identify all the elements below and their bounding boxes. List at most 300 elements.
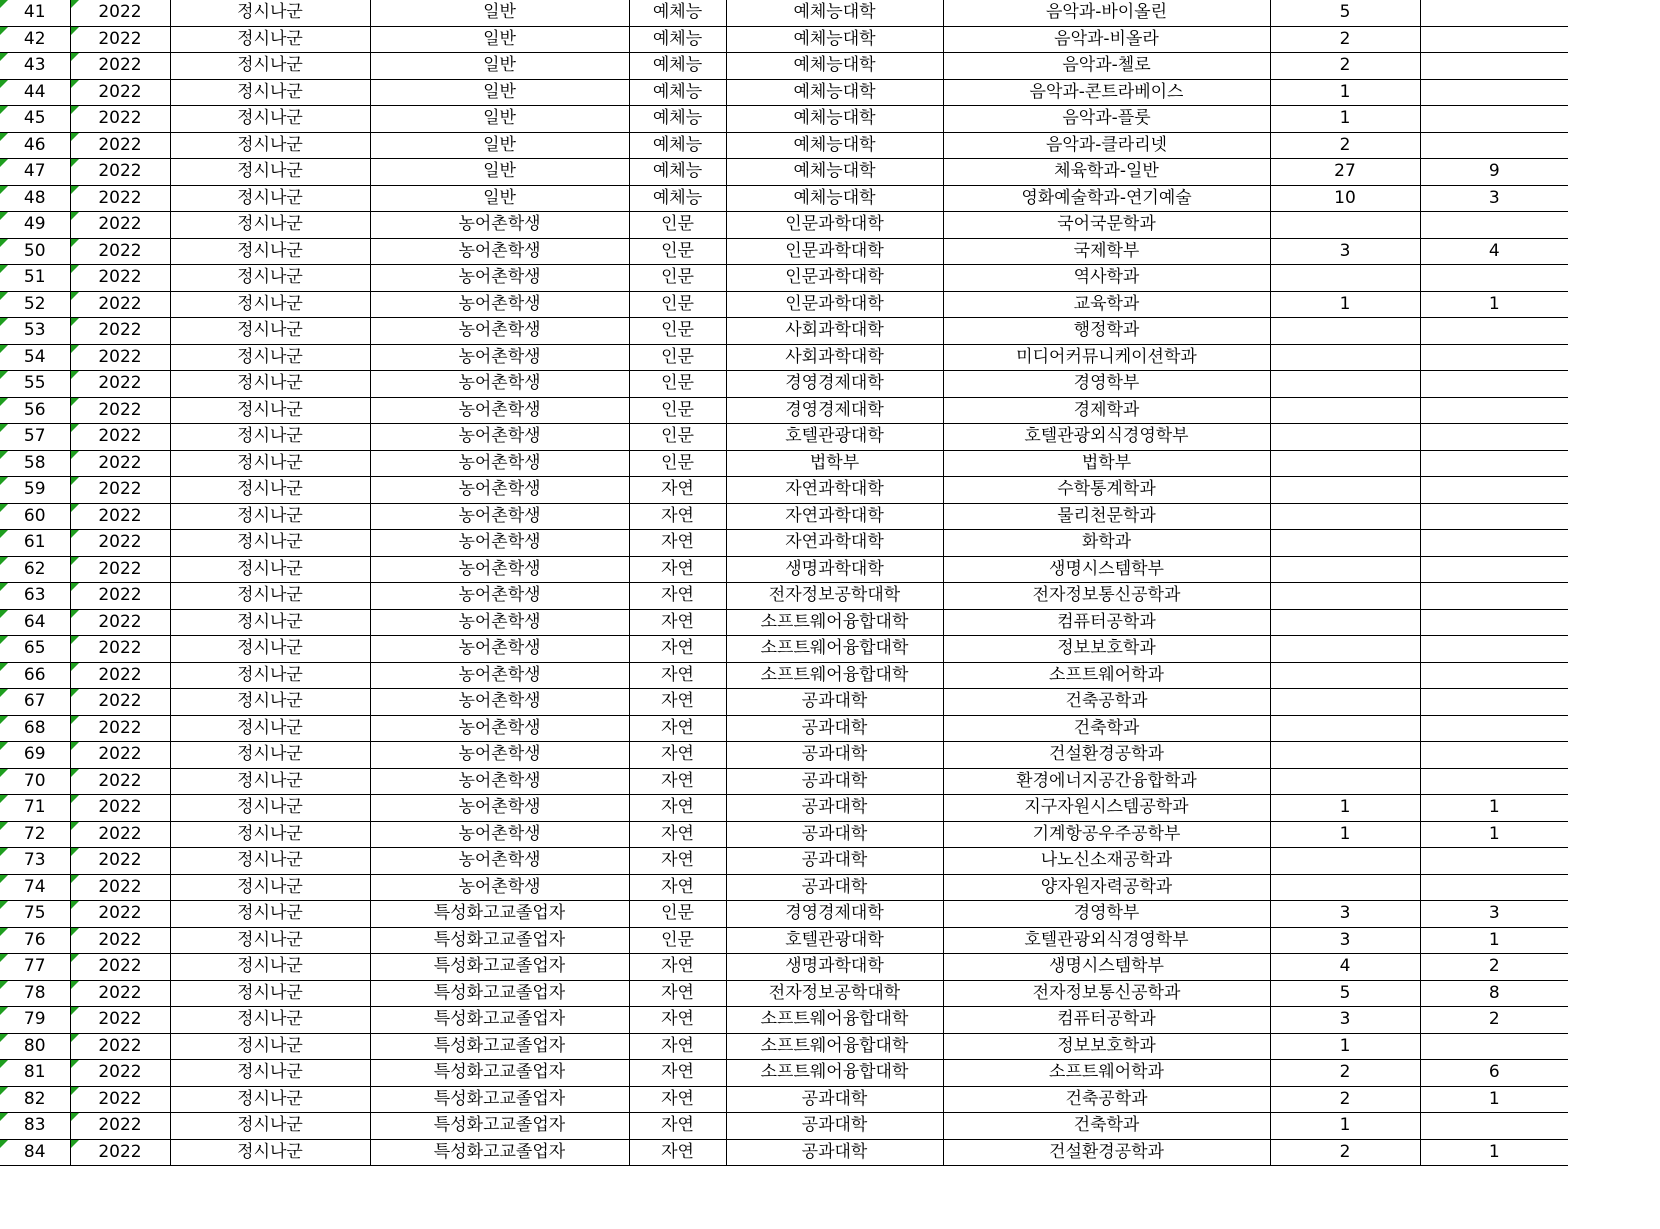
cell-value2[interactable] <box>1420 874 1568 901</box>
cell-department[interactable]: 경영학부 <box>943 901 1270 928</box>
cell-value1[interactable]: 1 <box>1270 821 1420 848</box>
cell-value2[interactable]: 4 <box>1420 238 1568 265</box>
cell-track[interactable]: 자연 <box>629 821 726 848</box>
cell-year[interactable]: 2022 <box>70 318 170 345</box>
cell-type[interactable]: 특성화고교졸업자 <box>370 927 629 954</box>
cell-group[interactable]: 정시나군 <box>170 159 370 186</box>
cell-college[interactable]: 예체능대학 <box>726 53 943 80</box>
cell-college[interactable]: 자연과학대학 <box>726 503 943 530</box>
cell-department[interactable]: 건설환경공학과 <box>943 742 1270 769</box>
cell-department[interactable]: 환경에너지공간융합학과 <box>943 768 1270 795</box>
cell-group[interactable]: 정시나군 <box>170 344 370 371</box>
cell-track[interactable]: 인문 <box>629 265 726 292</box>
cell-no[interactable]: 84 <box>0 1139 70 1166</box>
cell-track[interactable]: 자연 <box>629 1113 726 1140</box>
cell-track[interactable]: 자연 <box>629 1007 726 1034</box>
cell-year[interactable]: 2022 <box>70 238 170 265</box>
cell-type[interactable]: 특성화고교졸업자 <box>370 954 629 981</box>
cell-type[interactable]: 농어촌학생 <box>370 265 629 292</box>
cell-group[interactable]: 정시나군 <box>170 79 370 106</box>
cell-track[interactable]: 인문 <box>629 397 726 424</box>
cell-no[interactable]: 79 <box>0 1007 70 1034</box>
cell-no[interactable]: 44 <box>0 79 70 106</box>
cell-department[interactable]: 교육학과 <box>943 291 1270 318</box>
cell-year[interactable]: 2022 <box>70 927 170 954</box>
cell-value2[interactable]: 1 <box>1420 795 1568 822</box>
cell-college[interactable]: 공과대학 <box>726 1086 943 1113</box>
cell-department[interactable]: 건설환경공학과 <box>943 1139 1270 1166</box>
cell-college[interactable]: 공과대학 <box>726 742 943 769</box>
cell-track[interactable]: 자연 <box>629 1033 726 1060</box>
cell-value2[interactable]: 1 <box>1420 927 1568 954</box>
cell-type[interactable]: 농어촌학생 <box>370 424 629 451</box>
cell-college[interactable]: 호텔관광대학 <box>726 424 943 451</box>
cell-department[interactable]: 소프트웨어학과 <box>943 662 1270 689</box>
cell-year[interactable]: 2022 <box>70 980 170 1007</box>
cell-value1[interactable]: 5 <box>1270 980 1420 1007</box>
cell-group[interactable]: 정시나군 <box>170 371 370 398</box>
cell-value1[interactable]: 3 <box>1270 1007 1420 1034</box>
cell-department[interactable]: 행정학과 <box>943 318 1270 345</box>
cell-no[interactable]: 56 <box>0 397 70 424</box>
cell-group[interactable]: 정시나군 <box>170 26 370 53</box>
cell-track[interactable]: 예체능 <box>629 159 726 186</box>
cell-group[interactable]: 정시나군 <box>170 927 370 954</box>
cell-year[interactable]: 2022 <box>70 53 170 80</box>
cell-type[interactable]: 농어촌학생 <box>370 636 629 663</box>
cell-value1[interactable]: 1 <box>1270 795 1420 822</box>
cell-year[interactable]: 2022 <box>70 848 170 875</box>
cell-value2[interactable]: 1 <box>1420 1086 1568 1113</box>
cell-no[interactable]: 80 <box>0 1033 70 1060</box>
cell-department[interactable]: 음악과-클라리넷 <box>943 132 1270 159</box>
cell-college[interactable]: 사회과학대학 <box>726 344 943 371</box>
cell-year[interactable]: 2022 <box>70 265 170 292</box>
cell-track[interactable]: 자연 <box>629 848 726 875</box>
cell-year[interactable]: 2022 <box>70 530 170 557</box>
cell-track[interactable]: 인문 <box>629 901 726 928</box>
cell-no[interactable]: 49 <box>0 212 70 239</box>
cell-year[interactable]: 2022 <box>70 874 170 901</box>
cell-type[interactable]: 농어촌학생 <box>370 848 629 875</box>
cell-value1[interactable] <box>1270 715 1420 742</box>
cell-no[interactable]: 45 <box>0 106 70 133</box>
cell-value2[interactable]: 2 <box>1420 1007 1568 1034</box>
cell-no[interactable]: 59 <box>0 477 70 504</box>
cell-no[interactable]: 76 <box>0 927 70 954</box>
cell-department[interactable]: 음악과-바이올린 <box>943 0 1270 26</box>
cell-value1[interactable] <box>1270 344 1420 371</box>
cell-college[interactable]: 공과대학 <box>726 874 943 901</box>
cell-year[interactable]: 2022 <box>70 503 170 530</box>
cell-college[interactable]: 소프트웨어융합대학 <box>726 1033 943 1060</box>
cell-year[interactable]: 2022 <box>70 795 170 822</box>
cell-no[interactable]: 57 <box>0 424 70 451</box>
cell-type[interactable]: 일반 <box>370 26 629 53</box>
cell-year[interactable]: 2022 <box>70 1033 170 1060</box>
cell-group[interactable]: 정시나군 <box>170 238 370 265</box>
cell-value1[interactable] <box>1270 477 1420 504</box>
cell-year[interactable]: 2022 <box>70 636 170 663</box>
cell-value1[interactable]: 3 <box>1270 901 1420 928</box>
cell-group[interactable]: 정시나군 <box>170 1007 370 1034</box>
cell-group[interactable]: 정시나군 <box>170 1060 370 1087</box>
cell-year[interactable]: 2022 <box>70 397 170 424</box>
cell-year[interactable]: 2022 <box>70 662 170 689</box>
cell-value1[interactable] <box>1270 371 1420 398</box>
cell-value2[interactable] <box>1420 26 1568 53</box>
cell-no[interactable]: 75 <box>0 901 70 928</box>
cell-track[interactable]: 예체능 <box>629 185 726 212</box>
cell-value1[interactable] <box>1270 503 1420 530</box>
cell-department[interactable]: 음악과-플룻 <box>943 106 1270 133</box>
cell-type[interactable]: 농어촌학생 <box>370 344 629 371</box>
cell-type[interactable]: 특성화고교졸업자 <box>370 1007 629 1034</box>
cell-department[interactable]: 정보보호학과 <box>943 1033 1270 1060</box>
cell-department[interactable]: 체육학과-일반 <box>943 159 1270 186</box>
cell-year[interactable]: 2022 <box>70 132 170 159</box>
cell-type[interactable]: 농어촌학생 <box>370 821 629 848</box>
cell-track[interactable]: 예체능 <box>629 0 726 26</box>
cell-group[interactable]: 정시나군 <box>170 901 370 928</box>
cell-year[interactable]: 2022 <box>70 79 170 106</box>
cell-college[interactable]: 자연과학대학 <box>726 530 943 557</box>
cell-no[interactable]: 43 <box>0 53 70 80</box>
cell-value1[interactable] <box>1270 636 1420 663</box>
cell-college[interactable]: 사회과학대학 <box>726 318 943 345</box>
cell-group[interactable]: 정시나군 <box>170 503 370 530</box>
cell-value1[interactable]: 1 <box>1270 106 1420 133</box>
cell-department[interactable]: 양자원자력공학과 <box>943 874 1270 901</box>
cell-track[interactable]: 인문 <box>629 212 726 239</box>
cell-track[interactable]: 자연 <box>629 980 726 1007</box>
cell-group[interactable]: 정시나군 <box>170 106 370 133</box>
cell-value2[interactable] <box>1420 53 1568 80</box>
cell-track[interactable]: 인문 <box>629 371 726 398</box>
cell-year[interactable]: 2022 <box>70 212 170 239</box>
cell-type[interactable]: 농어촌학생 <box>370 371 629 398</box>
cell-college[interactable]: 소프트웨어융합대학 <box>726 1007 943 1034</box>
cell-type[interactable]: 특성화고교졸업자 <box>370 1113 629 1140</box>
cell-type[interactable]: 농어촌학생 <box>370 583 629 610</box>
cell-type[interactable]: 농어촌학생 <box>370 609 629 636</box>
cell-value1[interactable]: 1 <box>1270 1033 1420 1060</box>
cell-value2[interactable] <box>1420 689 1568 716</box>
cell-year[interactable]: 2022 <box>70 1007 170 1034</box>
cell-college[interactable]: 예체능대학 <box>726 26 943 53</box>
cell-value1[interactable]: 27 <box>1270 159 1420 186</box>
cell-no[interactable]: 78 <box>0 980 70 1007</box>
cell-value2[interactable] <box>1420 636 1568 663</box>
cell-year[interactable]: 2022 <box>70 1060 170 1087</box>
cell-value1[interactable]: 2 <box>1270 53 1420 80</box>
cell-group[interactable]: 정시나군 <box>170 848 370 875</box>
cell-value2[interactable] <box>1420 1033 1568 1060</box>
cell-value1[interactable]: 1 <box>1270 291 1420 318</box>
cell-track[interactable]: 예체능 <box>629 53 726 80</box>
cell-department[interactable]: 전자정보통신공학과 <box>943 980 1270 1007</box>
cell-no[interactable]: 52 <box>0 291 70 318</box>
cell-value1[interactable] <box>1270 742 1420 769</box>
cell-track[interactable]: 인문 <box>629 291 726 318</box>
cell-department[interactable]: 컴퓨터공학과 <box>943 1007 1270 1034</box>
cell-group[interactable]: 정시나군 <box>170 53 370 80</box>
cell-college[interactable]: 호텔관광대학 <box>726 927 943 954</box>
cell-group[interactable]: 정시나군 <box>170 132 370 159</box>
cell-value1[interactable] <box>1270 265 1420 292</box>
cell-college[interactable]: 자연과학대학 <box>726 477 943 504</box>
cell-year[interactable]: 2022 <box>70 821 170 848</box>
cell-no[interactable]: 68 <box>0 715 70 742</box>
cell-college[interactable]: 예체능대학 <box>726 132 943 159</box>
cell-value2[interactable]: 1 <box>1420 291 1568 318</box>
cell-value2[interactable] <box>1420 503 1568 530</box>
cell-group[interactable]: 정시나군 <box>170 821 370 848</box>
cell-no[interactable]: 53 <box>0 318 70 345</box>
cell-type[interactable]: 농어촌학생 <box>370 212 629 239</box>
cell-value2[interactable] <box>1420 265 1568 292</box>
cell-type[interactable]: 일반 <box>370 0 629 26</box>
cell-value1[interactable] <box>1270 450 1420 477</box>
cell-department[interactable]: 영화예술학과-연기예술 <box>943 185 1270 212</box>
cell-college[interactable]: 소프트웨어융합대학 <box>726 636 943 663</box>
cell-no[interactable]: 71 <box>0 795 70 822</box>
cell-type[interactable]: 특성화고교졸업자 <box>370 1033 629 1060</box>
cell-no[interactable]: 60 <box>0 503 70 530</box>
cell-value1[interactable]: 2 <box>1270 1086 1420 1113</box>
cell-value2[interactable] <box>1420 662 1568 689</box>
cell-type[interactable]: 농어촌학생 <box>370 715 629 742</box>
cell-college[interactable]: 경영경제대학 <box>726 901 943 928</box>
cell-type[interactable]: 특성화고교졸업자 <box>370 980 629 1007</box>
cell-track[interactable]: 자연 <box>629 556 726 583</box>
cell-department[interactable]: 수학통계학과 <box>943 477 1270 504</box>
cell-college[interactable]: 예체능대학 <box>726 159 943 186</box>
cell-group[interactable]: 정시나군 <box>170 450 370 477</box>
cell-group[interactable]: 정시나군 <box>170 1139 370 1166</box>
cell-track[interactable]: 예체능 <box>629 79 726 106</box>
cell-group[interactable]: 정시나군 <box>170 556 370 583</box>
cell-college[interactable]: 전자정보공학대학 <box>726 980 943 1007</box>
cell-college[interactable]: 소프트웨어융합대학 <box>726 1060 943 1087</box>
cell-group[interactable]: 정시나군 <box>170 768 370 795</box>
cell-value1[interactable]: 2 <box>1270 132 1420 159</box>
cell-college[interactable]: 공과대학 <box>726 1113 943 1140</box>
cell-value2[interactable] <box>1420 477 1568 504</box>
cell-track[interactable]: 자연 <box>629 874 726 901</box>
cell-value2[interactable] <box>1420 318 1568 345</box>
cell-department[interactable]: 나노신소재공학과 <box>943 848 1270 875</box>
cell-value2[interactable] <box>1420 0 1568 26</box>
cell-department[interactable]: 음악과-첼로 <box>943 53 1270 80</box>
cell-track[interactable]: 자연 <box>629 1086 726 1113</box>
cell-no[interactable]: 58 <box>0 450 70 477</box>
cell-college[interactable]: 공과대학 <box>726 821 943 848</box>
cell-department[interactable]: 국어국문학과 <box>943 212 1270 239</box>
cell-college[interactable]: 경영경제대학 <box>726 371 943 398</box>
cell-department[interactable]: 지구자원시스템공학과 <box>943 795 1270 822</box>
cell-year[interactable]: 2022 <box>70 1113 170 1140</box>
cell-value2[interactable] <box>1420 212 1568 239</box>
cell-group[interactable]: 정시나군 <box>170 715 370 742</box>
cell-college[interactable]: 예체능대학 <box>726 79 943 106</box>
cell-group[interactable]: 정시나군 <box>170 583 370 610</box>
cell-value2[interactable]: 6 <box>1420 1060 1568 1087</box>
cell-value2[interactable] <box>1420 715 1568 742</box>
cell-value2[interactable] <box>1420 344 1568 371</box>
cell-value2[interactable] <box>1420 583 1568 610</box>
cell-group[interactable]: 정시나군 <box>170 980 370 1007</box>
cell-type[interactable]: 농어촌학생 <box>370 397 629 424</box>
cell-department[interactable]: 화학과 <box>943 530 1270 557</box>
cell-year[interactable]: 2022 <box>70 371 170 398</box>
cell-value1[interactable]: 2 <box>1270 1139 1420 1166</box>
cell-type[interactable]: 농어촌학생 <box>370 530 629 557</box>
cell-value1[interactable]: 1 <box>1270 79 1420 106</box>
cell-group[interactable]: 정시나군 <box>170 1113 370 1140</box>
cell-college[interactable]: 예체능대학 <box>726 0 943 26</box>
cell-no[interactable]: 61 <box>0 530 70 557</box>
cell-value2[interactable] <box>1420 1113 1568 1140</box>
cell-track[interactable]: 자연 <box>629 768 726 795</box>
cell-year[interactable]: 2022 <box>70 901 170 928</box>
cell-college[interactable]: 경영경제대학 <box>726 397 943 424</box>
cell-college[interactable]: 공과대학 <box>726 715 943 742</box>
cell-type[interactable]: 농어촌학생 <box>370 742 629 769</box>
cell-group[interactable]: 정시나군 <box>170 477 370 504</box>
cell-track[interactable]: 예체능 <box>629 132 726 159</box>
cell-no[interactable]: 74 <box>0 874 70 901</box>
cell-value1[interactable] <box>1270 424 1420 451</box>
cell-value2[interactable] <box>1420 106 1568 133</box>
cell-value2[interactable] <box>1420 556 1568 583</box>
cell-group[interactable]: 정시나군 <box>170 1033 370 1060</box>
cell-group[interactable]: 정시나군 <box>170 424 370 451</box>
cell-value1[interactable]: 1 <box>1270 1113 1420 1140</box>
cell-value1[interactable] <box>1270 397 1420 424</box>
cell-type[interactable]: 농어촌학생 <box>370 874 629 901</box>
cell-no[interactable]: 64 <box>0 609 70 636</box>
cell-year[interactable]: 2022 <box>70 344 170 371</box>
cell-type[interactable]: 특성화고교졸업자 <box>370 1139 629 1166</box>
cell-department[interactable]: 전자정보통신공학과 <box>943 583 1270 610</box>
cell-track[interactable]: 자연 <box>629 1139 726 1166</box>
cell-year[interactable]: 2022 <box>70 424 170 451</box>
cell-no[interactable]: 50 <box>0 238 70 265</box>
cell-college[interactable]: 생명과학대학 <box>726 556 943 583</box>
cell-no[interactable]: 54 <box>0 344 70 371</box>
cell-year[interactable]: 2022 <box>70 1139 170 1166</box>
cell-year[interactable]: 2022 <box>70 742 170 769</box>
cell-type[interactable]: 일반 <box>370 79 629 106</box>
cell-year[interactable]: 2022 <box>70 477 170 504</box>
cell-value1[interactable] <box>1270 689 1420 716</box>
cell-department[interactable]: 국제학부 <box>943 238 1270 265</box>
cell-type[interactable]: 일반 <box>370 159 629 186</box>
cell-value2[interactable] <box>1420 609 1568 636</box>
cell-type[interactable]: 일반 <box>370 106 629 133</box>
cell-group[interactable]: 정시나군 <box>170 636 370 663</box>
cell-value1[interactable]: 10 <box>1270 185 1420 212</box>
cell-year[interactable]: 2022 <box>70 1086 170 1113</box>
cell-value2[interactable] <box>1420 79 1568 106</box>
cell-value1[interactable]: 2 <box>1270 26 1420 53</box>
cell-no[interactable]: 82 <box>0 1086 70 1113</box>
cell-value1[interactable]: 3 <box>1270 238 1420 265</box>
cell-track[interactable]: 예체능 <box>629 106 726 133</box>
cell-no[interactable]: 77 <box>0 954 70 981</box>
cell-department[interactable]: 생명시스템학부 <box>943 954 1270 981</box>
cell-value2[interactable] <box>1420 397 1568 424</box>
cell-value2[interactable]: 1 <box>1420 1139 1568 1166</box>
cell-track[interactable]: 인문 <box>629 927 726 954</box>
cell-group[interactable]: 정시나군 <box>170 874 370 901</box>
cell-department[interactable]: 건축학과 <box>943 715 1270 742</box>
cell-group[interactable]: 정시나군 <box>170 0 370 26</box>
cell-year[interactable]: 2022 <box>70 26 170 53</box>
cell-track[interactable]: 자연 <box>629 503 726 530</box>
cell-year[interactable]: 2022 <box>70 185 170 212</box>
cell-department[interactable]: 호텔관광외식경영학부 <box>943 424 1270 451</box>
cell-value1[interactable]: 5 <box>1270 0 1420 26</box>
cell-no[interactable]: 67 <box>0 689 70 716</box>
cell-type[interactable]: 농어촌학생 <box>370 689 629 716</box>
cell-type[interactable]: 농어촌학생 <box>370 477 629 504</box>
cell-department[interactable]: 정보보호학과 <box>943 636 1270 663</box>
cell-value1[interactable]: 3 <box>1270 927 1420 954</box>
cell-no[interactable]: 41 <box>0 0 70 26</box>
cell-college[interactable]: 공과대학 <box>726 768 943 795</box>
cell-value2[interactable]: 8 <box>1420 980 1568 1007</box>
cell-track[interactable]: 자연 <box>629 742 726 769</box>
cell-track[interactable]: 자연 <box>629 477 726 504</box>
cell-type[interactable]: 농어촌학생 <box>370 503 629 530</box>
cell-value2[interactable] <box>1420 132 1568 159</box>
cell-value1[interactable]: 4 <box>1270 954 1420 981</box>
cell-no[interactable]: 69 <box>0 742 70 769</box>
cell-department[interactable]: 기계항공우주공학부 <box>943 821 1270 848</box>
cell-department[interactable]: 물리천문학과 <box>943 503 1270 530</box>
cell-no[interactable]: 83 <box>0 1113 70 1140</box>
cell-department[interactable]: 음악과-비올라 <box>943 26 1270 53</box>
cell-year[interactable]: 2022 <box>70 768 170 795</box>
cell-value1[interactable] <box>1270 556 1420 583</box>
cell-track[interactable]: 자연 <box>629 636 726 663</box>
cell-department[interactable]: 건축학과 <box>943 1113 1270 1140</box>
cell-group[interactable]: 정시나군 <box>170 185 370 212</box>
cell-track[interactable]: 예체능 <box>629 26 726 53</box>
cell-year[interactable]: 2022 <box>70 556 170 583</box>
cell-year[interactable]: 2022 <box>70 450 170 477</box>
cell-value2[interactable]: 3 <box>1420 901 1568 928</box>
cell-department[interactable]: 건축공학과 <box>943 1086 1270 1113</box>
cell-type[interactable]: 일반 <box>370 185 629 212</box>
cell-group[interactable]: 정시나군 <box>170 954 370 981</box>
cell-track[interactable]: 인문 <box>629 238 726 265</box>
cell-track[interactable]: 인문 <box>629 424 726 451</box>
cell-no[interactable]: 66 <box>0 662 70 689</box>
cell-group[interactable]: 정시나군 <box>170 397 370 424</box>
cell-value2[interactable] <box>1420 768 1568 795</box>
cell-college[interactable]: 인문과학대학 <box>726 238 943 265</box>
cell-group[interactable]: 정시나군 <box>170 1086 370 1113</box>
cell-no[interactable]: 72 <box>0 821 70 848</box>
cell-college[interactable]: 전자정보공학대학 <box>726 583 943 610</box>
cell-track[interactable]: 인문 <box>629 450 726 477</box>
cell-type[interactable]: 농어촌학생 <box>370 291 629 318</box>
cell-department[interactable]: 미디어커뮤니케이션학과 <box>943 344 1270 371</box>
cell-value1[interactable] <box>1270 212 1420 239</box>
